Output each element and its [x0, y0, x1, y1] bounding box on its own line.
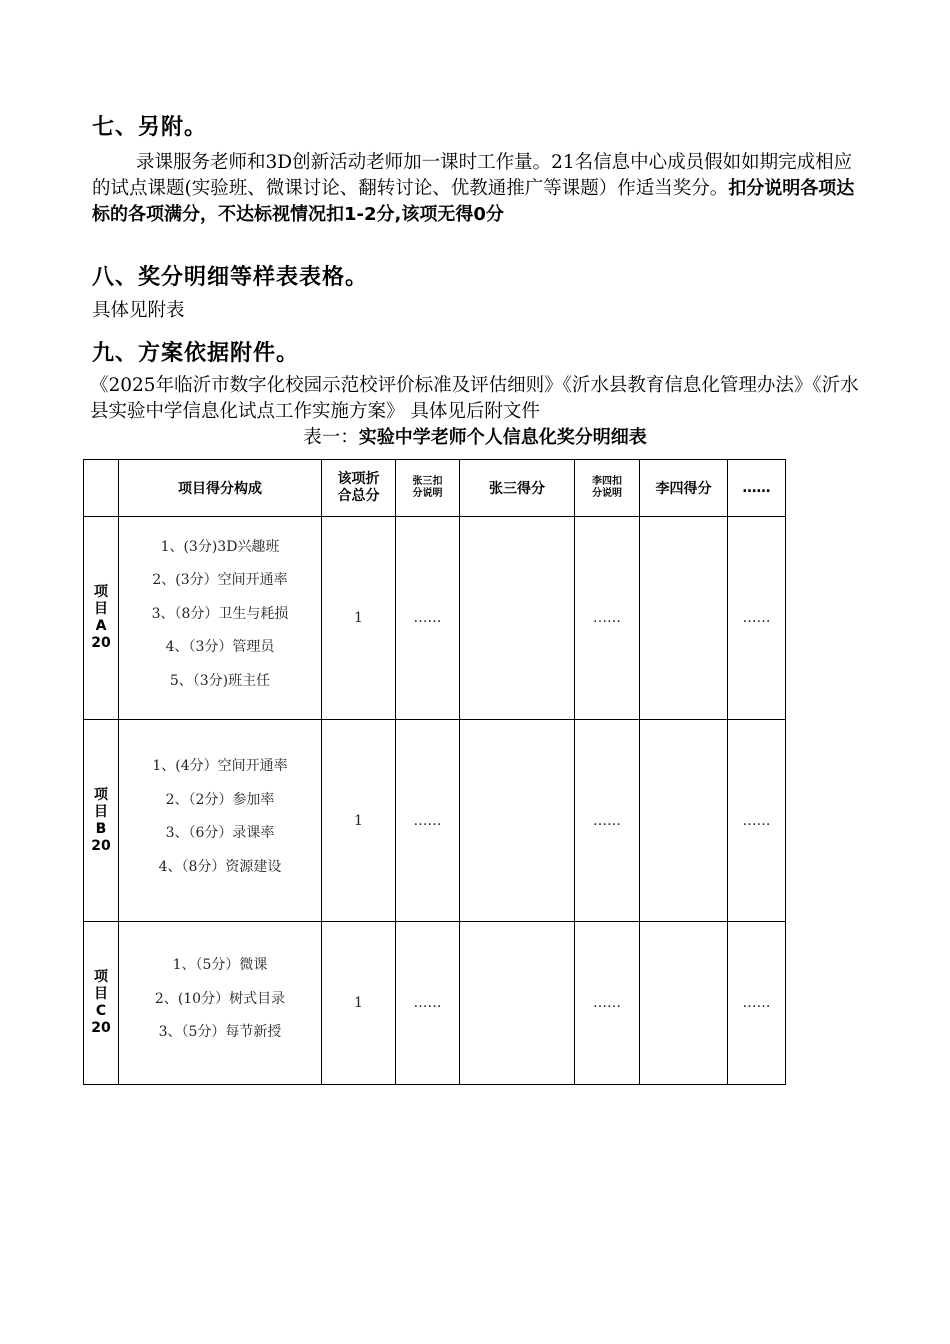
- list-item: 3、（6分）录课率: [165, 825, 275, 841]
- header-corner-cell: [84, 460, 119, 517]
- project-b-items: [119, 720, 322, 922]
- project-b-more: ……: [728, 720, 786, 922]
- header-lisi-score: 李四得分: [640, 460, 728, 517]
- list-item: 3、（5分）每节新授: [158, 1024, 282, 1041]
- list-item: 4、（3分）管理员: [165, 639, 275, 656]
- table-caption-prefix: 表一：: [303, 427, 359, 448]
- bonus-detail-table: [83, 459, 786, 1085]
- project-b-lisi-score: [640, 720, 728, 922]
- list-item: 2、(3分）空间开通率: [152, 572, 288, 589]
- list-item: 2、（2分）参加率: [165, 791, 275, 808]
- table-header-row: [84, 460, 786, 517]
- project-b-zhangsan-score: [460, 720, 575, 922]
- header-items: 项目得分构成: [119, 460, 322, 517]
- section-9-heading: 九、方案依据附件。: [92, 341, 300, 366]
- project-a-more: ……: [728, 517, 786, 720]
- project-c-zhangsan-note: ……: [396, 922, 460, 1085]
- header-zhangsan-score: 张三得分: [460, 460, 575, 517]
- project-c-items: [119, 922, 322, 1085]
- section-7-paragraph: [92, 150, 862, 228]
- project-b-zhangsan-note: ……: [396, 720, 460, 922]
- project-b-total: 1: [322, 720, 396, 922]
- section-7-text: 录课服务老师和3D创新活动老师加一课时工作量。21名信息中心成员假如如期完成相应的试点课题(实验班、微课讨论、翻转讨论、优教通推广等课题）作适当奖分。: [92, 152, 853, 199]
- project-label-a: 项 目 A 20: [84, 517, 119, 720]
- project-a-items: [119, 517, 322, 720]
- header-lisi-note: 李四扣 分说明: [575, 460, 640, 517]
- list-item: 1、（5分）微课: [172, 957, 268, 974]
- project-c-more: ……: [728, 922, 786, 1085]
- project-c-total: 1: [322, 922, 396, 1085]
- header-zhangsan-note: 张三扣 分说明: [396, 460, 460, 517]
- table-row: [84, 720, 786, 922]
- header-total: 该项折 合总分: [322, 460, 396, 517]
- project-a-zhangsan-note: ……: [396, 517, 460, 720]
- project-a-total: 1: [322, 517, 396, 720]
- list-item: 1、(4分）空间开通率: [152, 758, 288, 774]
- table-caption: [0, 425, 950, 451]
- project-label-b: 项 目 B 20: [84, 720, 119, 922]
- section-7-heading: 七、另附。: [92, 115, 208, 140]
- list-item: 2、(10分）树式目录: [154, 990, 286, 1007]
- project-c-zhangsan-score: [460, 922, 575, 1085]
- list-item: 1、(3分)3D兴趣班: [160, 538, 280, 555]
- header-more: ……: [728, 460, 786, 517]
- project-c-lisi-score: [640, 922, 728, 1085]
- table-row: [84, 517, 786, 720]
- list-item: 5、（3分)班主任: [169, 672, 271, 689]
- section-9-paragraph: 《2025年临沂市数字化校园示范校评价标准及评估细则》《沂水县教育信息化管理办法》《沂水县实验中学信息化试点工作实施方案》 具体见后附文件: [90, 375, 859, 422]
- section-7-bold-text: 扣分说明各项达标的各项满分，不达标视情况扣1-2分,该项无得0分: [92, 178, 855, 225]
- table-caption-title: 实验中学老师个人信息化奖分明细表: [358, 427, 647, 448]
- table-row: [84, 922, 786, 1085]
- project-a-lisi-score: [640, 517, 728, 720]
- project-a-zhangsan-score: [460, 517, 575, 720]
- list-item: 3、（8分）卫生与耗损: [151, 605, 289, 622]
- section-8-heading: 八、奖分明细等样表表格。: [92, 265, 369, 290]
- project-a-lisi-note: ……: [575, 517, 640, 720]
- project-label-c: 项 目 C 20: [84, 922, 119, 1085]
- project-b-lisi-note: ……: [575, 720, 640, 922]
- project-c-lisi-note: ……: [575, 922, 640, 1085]
- list-item: 4、（8分）资源建设: [158, 858, 282, 875]
- section-8-paragraph: 具体见附表: [92, 300, 185, 321]
